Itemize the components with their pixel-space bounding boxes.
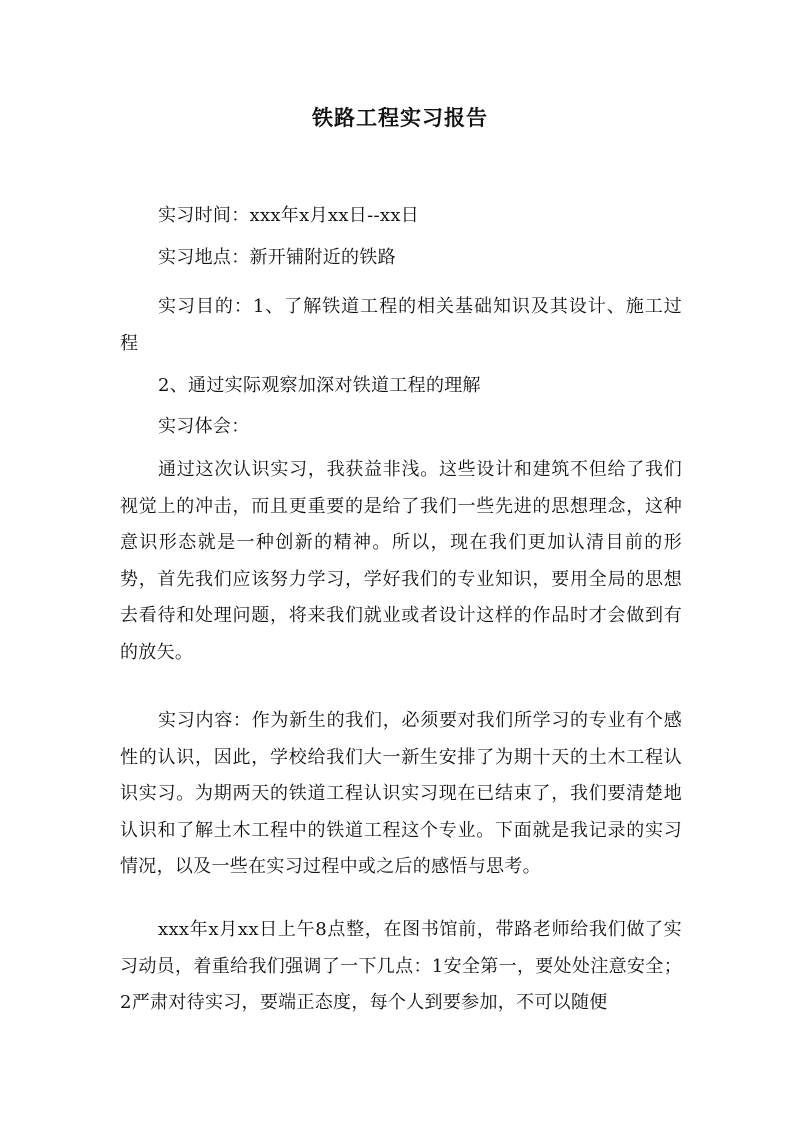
body-paragraph: xxx年x月xx日上午8点整，在图书馆前，带路老师给我们做了实习动员，着重给我们强调了一下几点：1安全第一，要处处注意安全；2严肃对待实习，要端正态度，每个人到要参加，不可以随便 <box>120 919 682 1013</box>
internship-purpose-1: 实习目的：1、了解铁道工程的相关基础知识及其设计、施工过程 <box>120 296 682 354</box>
internship-time: 实习时间：xxx年x月xx日--xx日 <box>158 205 420 226</box>
internship-purpose-2: 2、通过实际观察加深对铁道工程的理解 <box>158 375 481 396</box>
experience-heading: 实习体会： <box>158 416 250 437</box>
internship-place: 实习地点：新开铺附近的铁路 <box>158 247 396 268</box>
body-paragraph: 通过这次认识实习，我获益非浅。这些设计和建筑不但给了我们视觉上的冲击，而且更重要的是给了我们一些先进的思想理念，这种意识形态就是一种创新的精神。所以，现在我们更加认清目前的形势，首先我们应该努力学习，学好我们的专业知识，要用全局的思想去看待和处理问题，将来我们就业或者设计这样的作品时才会做到有的放矢。 <box>120 459 682 663</box>
document-title: 铁路工程实习报告 <box>312 105 488 130</box>
body-paragraph: 实习内容：作为新生的我们，必须要对我们所学习的专业有个感性的认识，因此，学校给我们大一新生安排了为期十天的土木工程认识实习。为期两天的铁道工程认识实习现在已结束了，我们要清楚地认识和了解土木工程中的铁道工程这个专业。下面就是我记录的实习情况，以及一些在实习过程中或之后的感悟与思考。 <box>120 710 682 877</box>
